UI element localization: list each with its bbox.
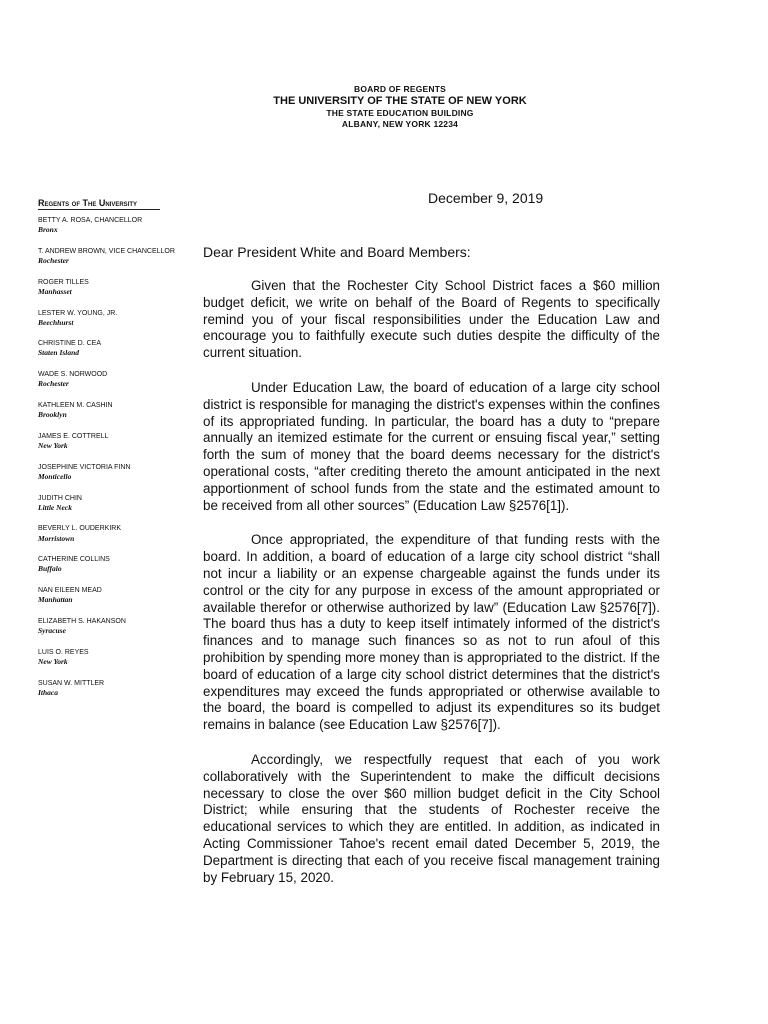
regent-name: KATHLEEN M. CASHIN [38,402,113,410]
regent-entry [38,648,188,667]
regents-sidebar [38,198,188,710]
regent-city: Brooklyn [38,410,67,420]
regent-city: New York [38,441,68,450]
regent-entry [38,617,188,636]
regent-name: LESTER W. YOUNG, JR. [38,309,118,317]
regent-city: Staten Island [38,348,80,358]
regent-city: Buffalo [38,564,62,574]
letterhead-address: ALBANY, NEW YORK 12234 [341,119,459,129]
letter-body [203,278,660,904]
regent-name: BEVERLY L. OUDERKIRK [38,525,121,533]
regent-name: JAMES E. COTTRELL [38,432,109,440]
letter-date: December 9, 2019 [428,190,544,206]
regent-entry [38,432,188,451]
regent-entry [38,370,188,389]
regent-name: SUSAN W. MITTLER [38,679,105,687]
regent-entry [38,463,188,482]
sidebar-heading: Regents of The University [38,198,160,210]
salutation: Dear President White and Board Members: [203,244,471,260]
regent-city: Manhattan [38,595,73,605]
regent-city: Rochester [38,379,69,389]
regent-city: Syracuse [38,626,66,636]
regent-city: Little Neck [38,502,72,512]
regent-entry [38,339,188,358]
regent-entry [38,401,188,420]
paragraph: Once appropriated, the expenditure of that funding rests with the board. In addition, a board of education of a large city school district “shall not incur a liability or an expense chargeable against the funds under its control or the city for any purpose in excess of the amount appropriated or available therefor or otherwise authorized by law” (Education Law §2576[7]). The board thus has a duty to keep itself intimately informed of the district's finances and to manage such finances so as not to run afoul of this prohibition by spending more money than is appropriated to the district. If the board of education of a large city school district determines that the district's expenditures may exceed the funds appropriated or otherwise available to the board, the board is compelled to adjust its expenditures so its budget remains in balance (see Education Law §2576[7]). [203,532,660,733]
regent-city: Manhasset [38,286,72,296]
regent-entry [38,278,188,297]
regent-name: WADE S. NORWOOD [38,371,108,379]
regent-entry [38,247,188,266]
regent-name: JOSEPHINE VICTORIA FINN [38,463,131,471]
regent-entry [38,555,188,574]
regent-entry [38,494,188,513]
regent-name: NAN EILEEN MEAD [38,587,102,595]
regent-name: ROGER TILLES [38,278,89,286]
regent-city: Morristown [38,533,75,543]
regent-city: New York [38,656,68,666]
letterhead-building: THE STATE EDUCATION BUILDING [326,108,474,119]
paragraph: Given that the Rochester City School District faces a $60 million budget deficit, we write on behalf of the Board of Regents to specifically remind you of your fiscal responsibilities under the Education Law and encourage you to faithfully execute such duties despite the difficulty of the current situation. [203,278,660,361]
regent-city: Ithaca [38,687,59,697]
regent-city: Beechhurst [38,317,74,327]
paragraph: Under Education Law, the board of education of a large city school district is responsible for managing the district's expenses within the confines of its appropriated funding. In particular, the board has a duty to “prepare annually an itemized estimate for the current or ensuing fiscal year,” setting forth the sum of money that the board deems necessary for the district's operational costs, “after crediting thereto the amount anticipated in the next apportionment of school funds from the state and the estimated amount to be received from all other sources” (Education Law §2576[1]). [203,379,660,513]
letterhead-board: BOARD OF REGENTS [354,84,446,94]
regent-entry [38,216,188,235]
regent-city: Monticello [38,471,72,481]
regent-entry [38,679,188,698]
letterhead [250,84,550,130]
regent-entry [38,586,188,605]
regent-name: ELIZABETH S. HAKANSON [38,617,126,625]
regent-entry [38,309,188,328]
regent-name: BETTY A. ROSA, CHANCELLOR [38,217,143,224]
regent-list [38,216,188,698]
letterhead-university: THE UNIVERSITY OF THE STATE OF NEW YORK [273,94,527,107]
regent-name: CHRISTINE D. CEA [38,340,102,348]
regent-name: JUDITH CHIN [38,494,82,502]
regent-name: LUIS O. REYES [38,648,89,656]
regent-city: Bronx [38,225,58,235]
regent-city: Rochester [38,255,69,265]
regent-name: CATHERINE COLLINS [38,556,110,564]
regent-name: T. ANDREW BROWN, VICE CHANCELLOR [38,247,175,255]
paragraph: Accordingly, we respectfully request that each of you work collaboratively with the Superintendent to make the difficult decisions necessary to close the over $60 million budget deficit in the City School District; while ensuring that the students of Rochester receive the educational services to which they are entitled. In addition, as indicated in Acting Commissioner Tahoe's recent email dated December 5, 2019, the Department is directing that each of you receive fiscal management training by February 15, 2020. [203,751,660,885]
regent-entry [38,524,188,543]
